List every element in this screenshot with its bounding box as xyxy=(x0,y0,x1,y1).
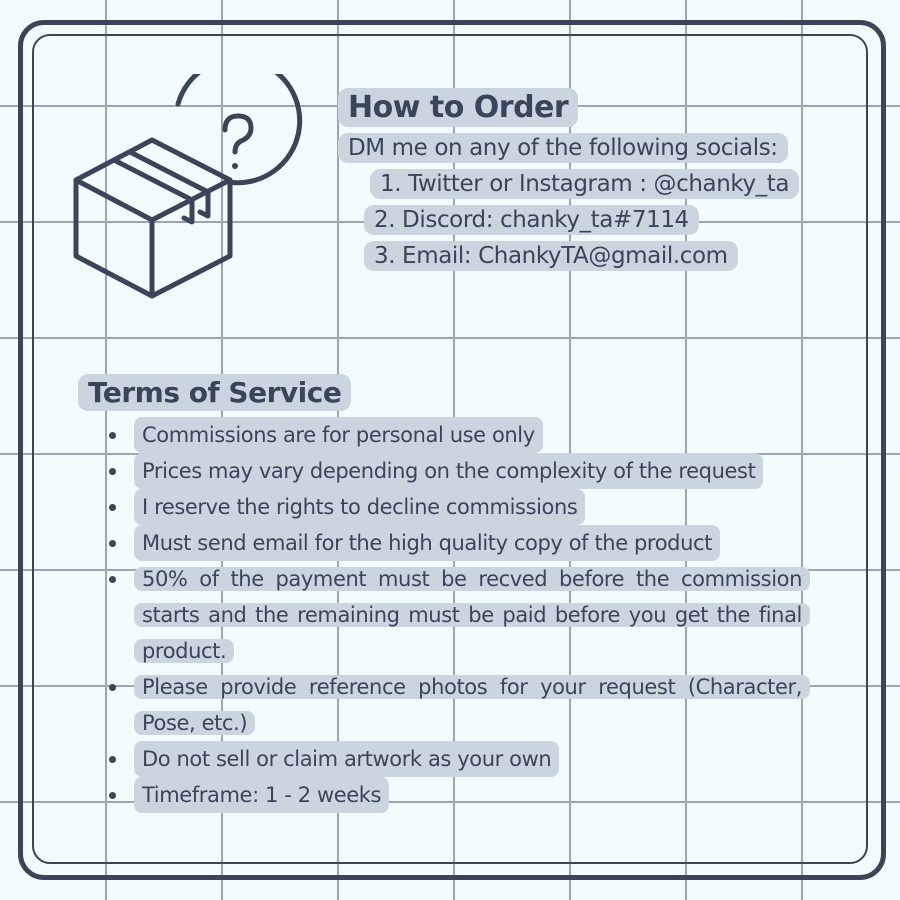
list-item-email: 3. Email: ChankyTA@gmail.com xyxy=(364,241,738,271)
order-intro: DM me on any of the following socials: xyxy=(338,133,788,163)
list-item xyxy=(78,453,798,489)
term-text: Must send email for the high quality copy of the product xyxy=(134,525,720,561)
term-text: Prices may vary depending on the complexity of the request xyxy=(134,453,763,489)
list-item xyxy=(78,777,798,813)
list-item xyxy=(78,525,798,561)
term-text: 50% of the payment must be recved before the commission starts and the remaining must be paid before you get the final product. xyxy=(134,567,810,663)
terms-title: Terms of Service xyxy=(78,374,351,411)
list-item xyxy=(78,561,810,669)
list-item xyxy=(78,417,798,453)
order-socials-list xyxy=(338,169,808,271)
list-item xyxy=(78,489,798,525)
list-item xyxy=(78,669,810,741)
term-text: Commissions are for personal use only xyxy=(134,417,543,453)
how-to-order-section xyxy=(338,88,808,271)
how-to-order-title: How to Order xyxy=(338,88,578,127)
term-text: Please provide reference photos for your request (Character, Pose, etc.) xyxy=(134,675,810,735)
terms-of-service-section xyxy=(78,374,802,813)
term-text: I reserve the rights to decline commissions xyxy=(134,489,585,525)
list-item-twitter-instagram: 1. Twitter or Instagram : @chanky_ta xyxy=(370,169,799,199)
term-text: Do not sell or claim artwork as your own xyxy=(134,741,559,777)
package-question-icon xyxy=(68,74,308,304)
list-item xyxy=(78,741,798,777)
list-item-discord: 2. Discord: chanky_ta#7114 xyxy=(364,205,699,235)
terms-list xyxy=(78,417,802,813)
term-text: Timeframe: 1 - 2 weeks xyxy=(134,777,389,813)
